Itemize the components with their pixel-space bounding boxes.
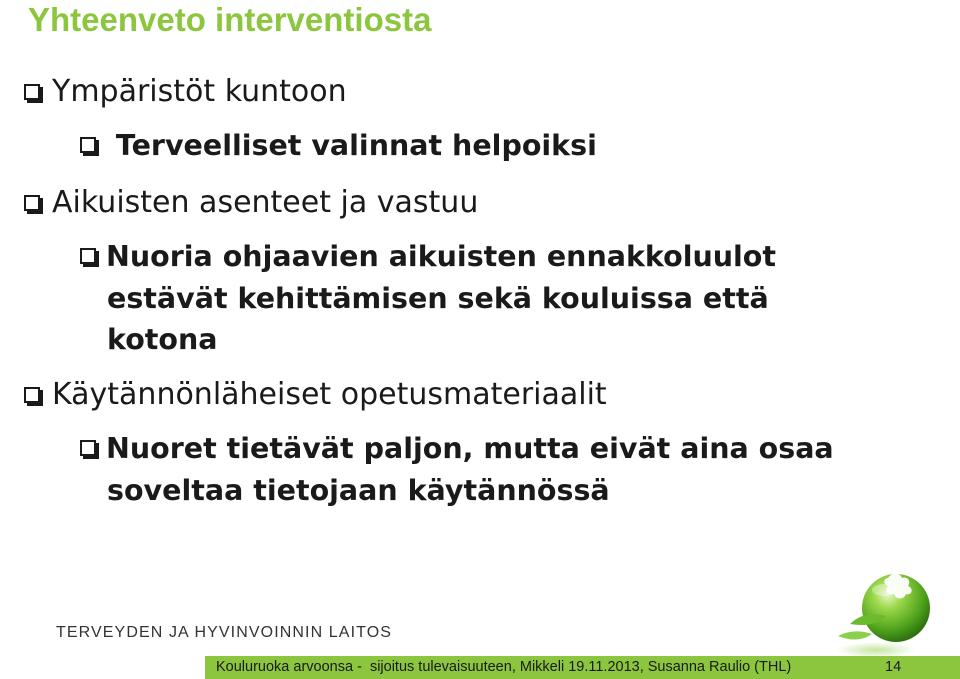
page-number: 14	[885, 659, 902, 675]
bullet-text-continuation: kotona	[107, 323, 218, 356]
bullet-text: Käytännönläheiset opetusmateriaalit	[52, 377, 607, 412]
bullet-item	[24, 185, 478, 221]
green-globe-icon	[828, 566, 938, 660]
slide-title: Yhteenveto interventiosta	[28, 1, 432, 38]
bullet-item	[80, 428, 940, 470]
checkbox-square-icon	[24, 84, 40, 100]
bullet-item	[24, 74, 347, 110]
bullet-item	[24, 377, 607, 413]
bullet-text: Aikuisten asenteet ja vastuu	[52, 185, 479, 220]
checkbox-square-icon	[80, 137, 96, 153]
checkbox-square-icon	[80, 248, 96, 264]
organization-logo: TERVEYDEN JA HYVINVOINNIN LAITOS	[56, 624, 393, 641]
bullet-item	[80, 125, 940, 167]
bullet-text: Nuoria ohjaavien aikuisten ennakkoluulot	[106, 240, 777, 273]
bullet-text-continuation: estävät kehittämisen sekä kouluissa että	[107, 282, 769, 315]
bullet-text-continuation: soveltaa tietojaan käytännössä	[107, 474, 610, 507]
checkbox-square-icon	[24, 195, 40, 211]
bullet-text: Terveelliset valinnat helpoiksi	[106, 129, 597, 162]
bullet-text: Nuoret tietävät paljon, mutta eivät aina osaa	[106, 432, 834, 465]
checkbox-square-icon	[24, 387, 40, 403]
bullet-text: Ympäristöt kuntoon	[52, 74, 347, 109]
bullet-item	[80, 236, 940, 278]
checkbox-square-icon	[80, 440, 96, 456]
footer-caption: Kouluruoka arvoonsa - sijoitus tulevaisuuteen, Mikkeli 19.11.2013, Susanna Raulio (THL)	[216, 659, 792, 675]
